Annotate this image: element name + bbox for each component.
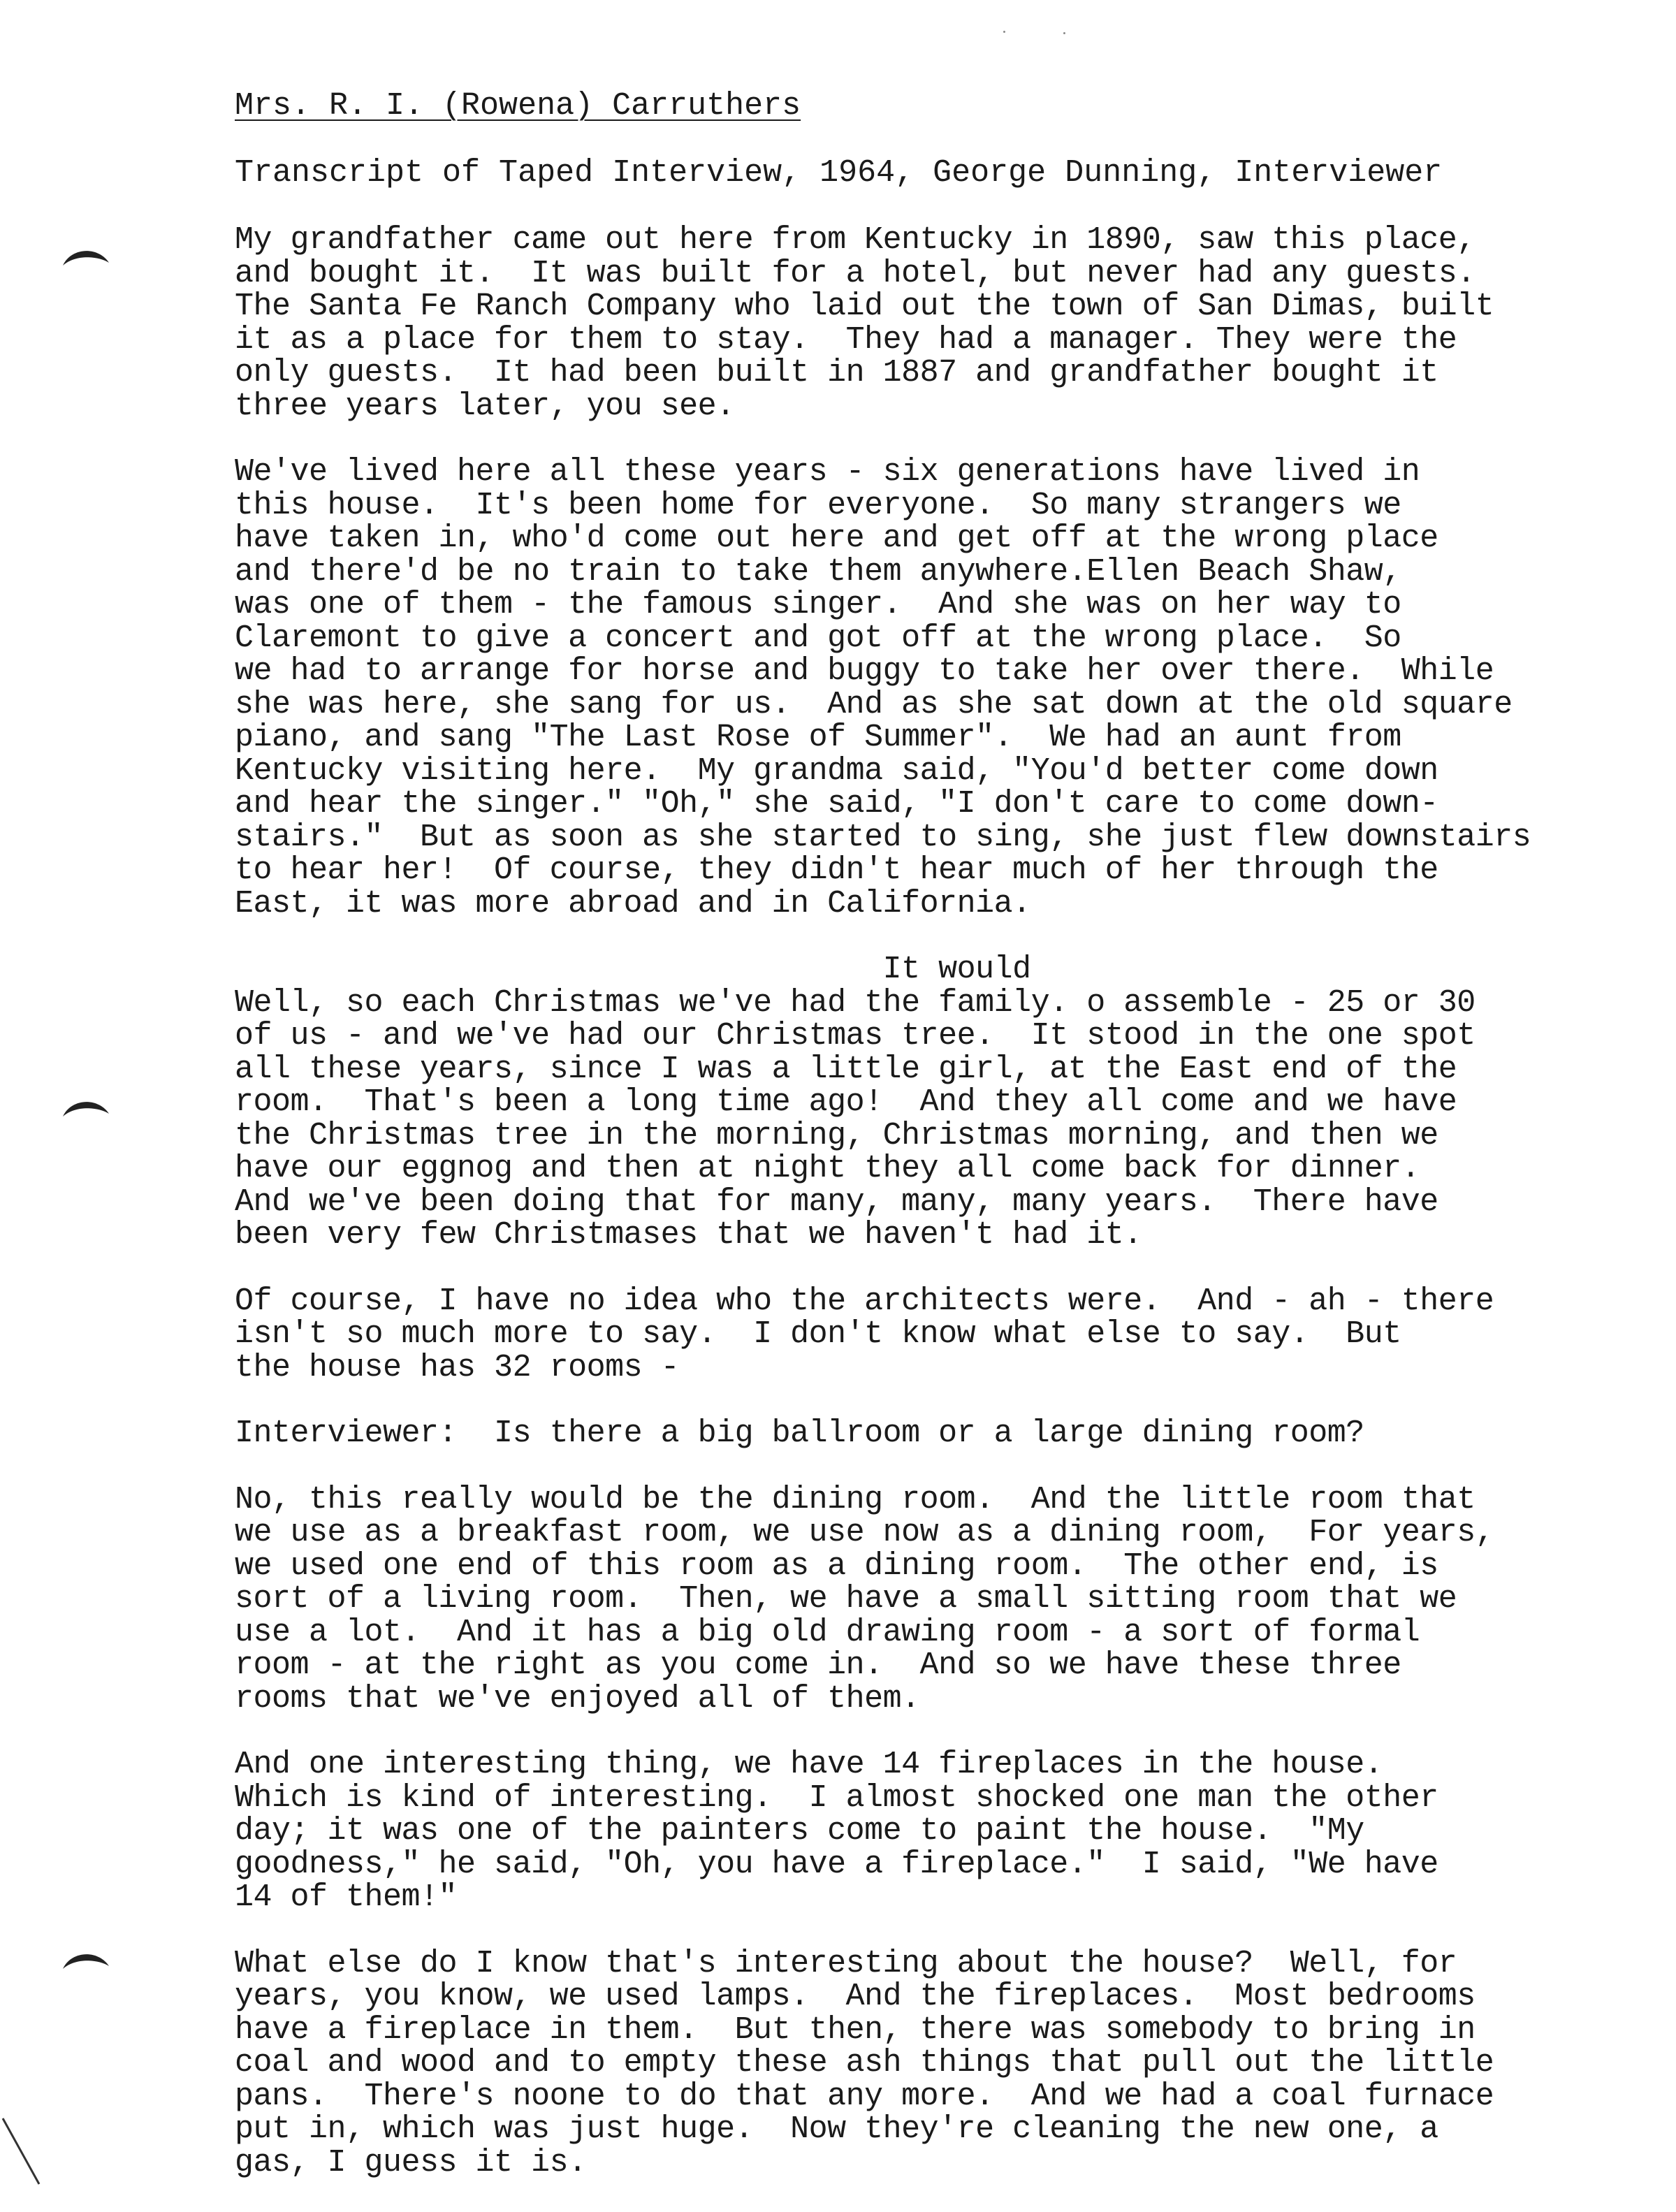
punch-hole-mark-3 [61, 1947, 110, 1970]
text-line: 14 of them!" [235, 1879, 458, 1915]
paragraph [235, 1748, 1639, 1914]
text-line: Claremont to give a concert and got off at the wrong place. So [235, 620, 1401, 656]
text-line: What else do I know that's interesting about the house? Well, for [235, 1945, 1457, 1981]
text-line: all these years, since I was a little girl, at the East end of the [235, 1051, 1457, 1087]
text-line: The Santa Fe Ranch Company who laid out the town of San Dimas, built [235, 289, 1494, 324]
paragraph [235, 1947, 1639, 2180]
text-line: Interviewer: Is there a big ballroom or a large dining room? [235, 1416, 1364, 1451]
punch-hole-mark-1 [61, 243, 110, 267]
text-line: We've lived here all these years - six generations have lived in [235, 454, 1420, 490]
text-line: three years later, you see. [235, 388, 735, 424]
text-line: And we've been doing that for many, many, many years. There have [235, 1184, 1438, 1220]
text-line: put in, which was just huge. Now they're cleaning the new one, a [235, 2111, 1438, 2147]
text-line: been very few Christmases that we haven't had it. [235, 1217, 1142, 1253]
text-line: No, this really would be the dining room. And the little room that [235, 1481, 1475, 1518]
document-title: Mrs. R. I. (Rowena) Carruthers [235, 88, 801, 124]
text-line: Which is kind of interesting. I almost shocked one man the other [235, 1780, 1438, 1816]
text-line: Well, so each Christmas we've had the family. o assemble - 25 or 30 [235, 984, 1475, 1021]
text-line: room. That's been a long time ago! And they all come and we have [235, 1084, 1457, 1120]
document-body [235, 224, 1639, 2179]
text-line: goodness," he said, "Oh, you have a fireplace." I said, "We have [235, 1846, 1438, 1882]
punch-hole-mark-2 [61, 1094, 110, 1118]
paragraph [235, 1417, 1639, 1450]
text-line: of us - and we've had our Christmas tree. It stood in the one spot [235, 1018, 1475, 1054]
text-line: the house has 32 rooms - [235, 1349, 680, 1385]
text-line: she was here, she sang for us. And as she sat down at the old square [235, 686, 1513, 722]
scan-edge-line [0, 2117, 42, 2185]
paragraph [235, 953, 1639, 1252]
paragraph [235, 456, 1639, 920]
text-line: coal and wood and to empty these ash things that pull out the little [235, 2045, 1494, 2081]
text-line: Of course, I have no idea who the architects were. And - ah - there [235, 1283, 1494, 1319]
text-line: stairs." But as soon as she started to sing, she just flew downstairs [235, 819, 1531, 855]
text-line: gas, I guess it is. [235, 2144, 587, 2181]
text-line: isn't so much more to say. I don't know what else to say. But [235, 1316, 1401, 1352]
text-line: East, it was more abroad and in California. [235, 885, 1031, 922]
paragraph [235, 1483, 1639, 1716]
text-line: have a fireplace in them. But then, there was somebody to bring in [235, 2011, 1475, 2048]
text-line: have our eggnog and then at night they all come back for dinner. [235, 1151, 1420, 1186]
text-line: room - at the right as you come in. And so we have these three [235, 1647, 1401, 1683]
text-line: we had to arrange for horse and buggy to take her over there. While [235, 653, 1494, 689]
text-line: was one of them - the famous singer. And she was on her way to [235, 587, 1401, 623]
text-line: and hear the singer." "Oh," she said, "I don't care to come down- [235, 786, 1438, 822]
paragraph [235, 224, 1639, 423]
text-line: use a lot. And it has a big old drawing room - a sort of formal [235, 1614, 1420, 1650]
text-line: Kentucky visiting here. My grandma said, "You'd better come down [235, 752, 1438, 789]
text-line: It would [235, 952, 1031, 987]
scan-speck [1063, 32, 1065, 34]
text-line: to hear her! Of course, they didn't hear much of her through the [235, 852, 1438, 888]
text-line: rooms that we've enjoyed all of them. [235, 1680, 920, 1717]
text-line: the Christmas tree in the morning, Christmas morning, and then we [235, 1117, 1438, 1154]
text-line: and bought it. It was built for a hotel, but never had any guests. [235, 255, 1475, 291]
text-line: it as a place for them to stay. They had a manager. They were the [235, 321, 1457, 358]
paragraph [235, 1285, 1639, 1385]
scan-speck [1003, 31, 1005, 33]
text-line: sort of a living room. Then, we have a small sitting room that we [235, 1581, 1457, 1617]
text-line: only guests. It had been built in 1887 and grandfather bought it [235, 355, 1438, 391]
text-line: and there'd be no train to take them anywhere.Ellen Beach Shaw, [235, 553, 1401, 590]
document-page [235, 89, 1639, 2212]
text-line: have taken in, who'd come out here and get off at the wrong place [235, 521, 1438, 556]
text-line: day; it was one of the painters come to paint the house. "My [235, 1813, 1364, 1849]
text-line: And one interesting thing, we have 14 fireplaces in the house. [235, 1747, 1383, 1782]
document-subtitle: Transcript of Taped Interview, 1964, George Dunning, Interviewer [235, 155, 1443, 191]
text-line: piano, and sang "The Last Rose of Summer". We had an aunt from [235, 720, 1401, 755]
text-line: we used one end of this room as a dining room. The other end, is [235, 1548, 1438, 1584]
text-line: My grandfather came out here from Kentucky in 1890, saw this place, [235, 222, 1475, 258]
text-line: years, you know, we used lamps. And the fireplaces. Most bedrooms [235, 1979, 1475, 2014]
text-line: we use as a breakfast room, we use now as a dining room, For years, [235, 1515, 1494, 1550]
text-line: this house. It's been home for everyone. So many strangers we [235, 487, 1401, 523]
text-line: pans. There's noone to do that any more. And we had a coal furnace [235, 2078, 1494, 2114]
